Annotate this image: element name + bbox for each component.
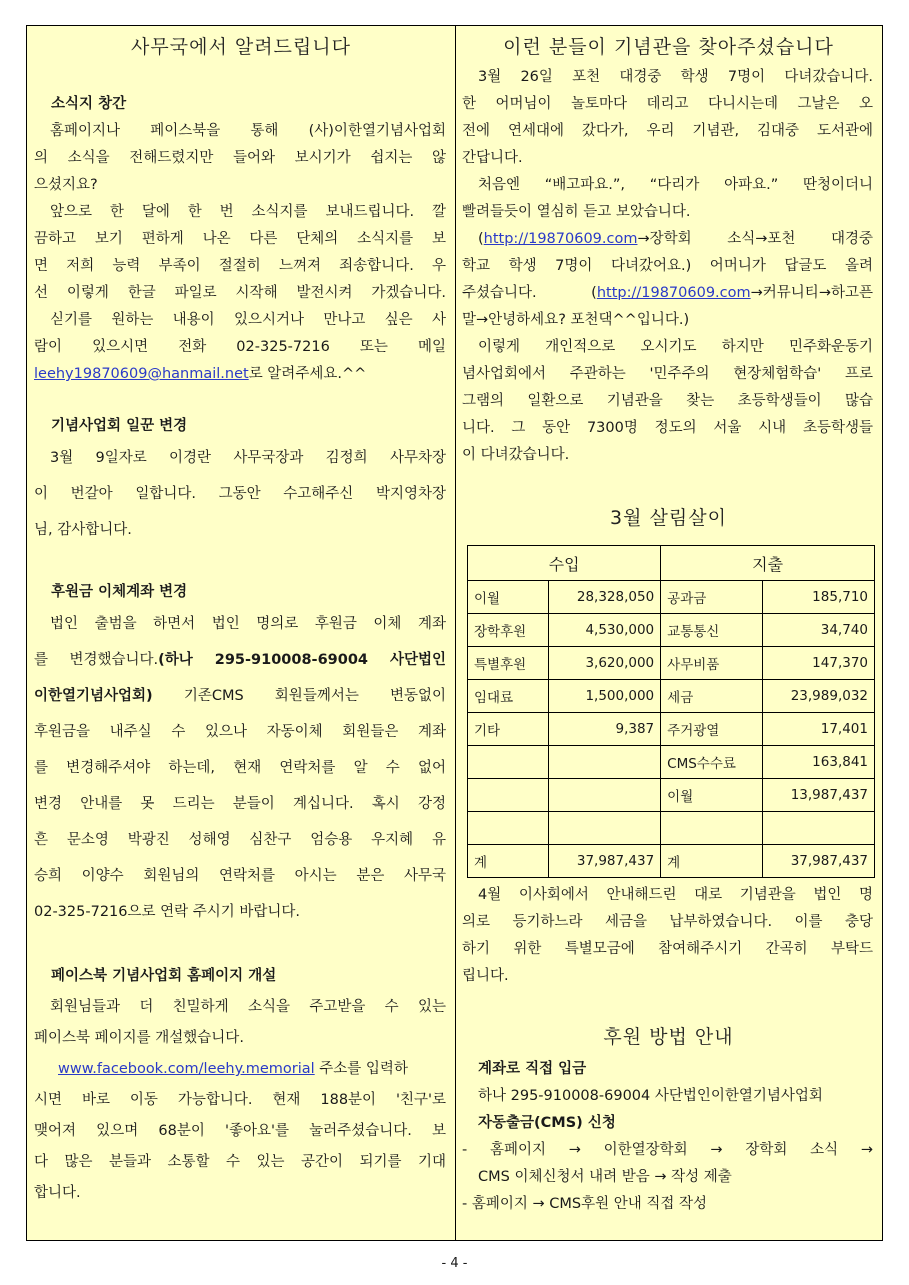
body-line xyxy=(462,280,873,307)
income-label xyxy=(468,746,549,779)
expense-label: 이월 xyxy=(661,779,763,812)
body-line: 하기 위한 특별모금에 참여해주시기 간곡히 부탁드 xyxy=(462,941,873,957)
expense-value: 23,989,032 xyxy=(762,680,874,713)
body-line: 변경 안내를 못 드리는 분들이 계십니다. 혹시 강정 xyxy=(34,796,446,812)
body-line: 흔 문소영 박광진 성해영 심찬구 엄승용 우지혜 유 xyxy=(34,832,446,848)
budget-row xyxy=(468,746,875,779)
budget-row xyxy=(468,845,875,878)
expense-label: CMS수수료 xyxy=(661,746,763,779)
body-line: 4월 이사회에서 안내해드린 대로 기념관을 법인 명 xyxy=(478,887,873,903)
body-line: 립니다. xyxy=(462,968,509,984)
body-line: 후원금을 내주실 수 있으나 자동이체 회원들은 계좌 xyxy=(34,724,446,740)
body-line: 홈페이지나 페이스북을 통해 (사)이한열기념사업회 xyxy=(50,123,446,139)
budget-row xyxy=(468,812,875,845)
income-label: 계 xyxy=(468,845,549,878)
income-label xyxy=(468,779,549,812)
support-title: 후원 방법 안내 xyxy=(603,1026,734,1048)
body-line: 념사업회에서 주관하는 '민주주의 현장체험학습' 프로 xyxy=(462,366,873,382)
account-change-heading: 후원금 이체계좌 변경 xyxy=(51,584,188,600)
body-line: 면 저희 능력 부족이 절절히 느껴져 죄송합니다. 우 xyxy=(34,258,446,274)
income-value: 3,620,000 xyxy=(548,647,660,680)
support-body xyxy=(462,1056,873,1218)
staff-change-body xyxy=(34,440,446,548)
expense-label xyxy=(661,812,763,845)
expense-value: 37,987,437 xyxy=(762,845,874,878)
body-line: 말→안녕하세요? 포천댁^^입니다.) xyxy=(462,312,690,328)
expense-header: 지출 xyxy=(661,546,875,581)
facebook-link[interactable]: www.facebook.com/leehy.memorial xyxy=(58,1061,315,1077)
body-line: 앞으로 한 달에 한 번 소식지를 보내드립니다. 깔 xyxy=(50,204,446,220)
income-value: 1,500,000 xyxy=(548,680,660,713)
income-value xyxy=(548,746,660,779)
body-line: 의로 등기하느라 세금을 납부하였습니다. 이를 충당 xyxy=(462,914,873,930)
body-line: 3월 26일 포천 대경중 학생 7명이 다녀갔습니다. xyxy=(478,69,873,85)
account-line: 하나 295-910008-69004 사단법인이한열기념사업회 xyxy=(478,1088,823,1104)
body-line: 학교 학생 7명이 다녀갔어요.) 어머니가 답글도 올려 xyxy=(462,258,873,274)
right-column xyxy=(455,26,882,1240)
email-suffix: 로 알려주세요.^^ xyxy=(248,366,367,382)
body-line: 처음엔 “배고파요.”, “다리가 아파요.” 딴청이더니 xyxy=(478,177,873,193)
body-line: 니다. 그 동안 7300명 정도의 서울 시내 초등학생들 xyxy=(462,420,873,436)
budget-row xyxy=(468,581,875,614)
income-value xyxy=(548,779,660,812)
budget-row xyxy=(468,680,875,713)
expense-value: 13,987,437 xyxy=(762,779,874,812)
email-link[interactable]: leehy19870609@hanmail.net xyxy=(34,366,249,382)
income-label: 특별후원 xyxy=(468,647,549,680)
expense-label: 계 xyxy=(661,845,763,878)
expense-value: 147,370 xyxy=(762,647,874,680)
body-line: 끔하고 보기 편하게 나온 다른 단체의 소식지를 보 xyxy=(34,231,446,247)
body-line: 02-325-7216으로 연락 주시기 바랍니다. xyxy=(34,904,301,920)
income-value xyxy=(548,812,660,845)
page-number: - 4 - xyxy=(441,1256,468,1271)
body-text: 를 변경했습니다. xyxy=(34,652,159,668)
body-line xyxy=(34,1054,446,1085)
newsletter-page xyxy=(26,25,883,1241)
facebook-heading: 페이스북 기념사업회 홈페이지 개설 xyxy=(51,968,277,984)
expense-label: 사무비품 xyxy=(661,647,763,680)
budget-title: 3월 살림살이 xyxy=(610,507,727,529)
homepage-link[interactable]: http://19870609.com xyxy=(596,285,751,301)
body-line: 빨려들듯이 열심히 듣고 보았습니다. xyxy=(462,204,691,220)
cms-step-line: - 홈페이지 → CMS후원 안내 직접 작성 xyxy=(462,1196,707,1212)
bank-transfer-heading: 계좌로 직접 입금 xyxy=(478,1061,587,1077)
budget-rows xyxy=(468,581,875,878)
body-line: 으셨지요? xyxy=(34,177,98,193)
body-text: 기존CMS 회원들께서는 변동없이 xyxy=(152,688,446,704)
income-header: 수입 xyxy=(468,546,661,581)
left-column xyxy=(27,26,456,1240)
income-value: 9,387 xyxy=(548,713,660,746)
expense-value: 17,401 xyxy=(762,713,874,746)
expense-value: 163,841 xyxy=(762,746,874,779)
body-text: 주셨습니다. ( xyxy=(462,285,597,301)
account-info-bold: (하나 295-910008-69004 사단법인 xyxy=(158,652,446,668)
budget-table xyxy=(467,545,875,878)
body-line xyxy=(34,642,446,678)
visitors-title: 이런 분들이 기념관을 찾아주셨습니다 xyxy=(503,36,834,58)
body-line xyxy=(462,226,873,253)
expense-value xyxy=(762,812,874,845)
body-line: 간답니다. xyxy=(462,150,523,166)
body-line: 한 어머님이 놀토마다 데리고 다니시는데 그날은 오 xyxy=(462,96,873,112)
body-line: 합니다. xyxy=(34,1185,81,1201)
budget-row xyxy=(468,647,875,680)
income-value: 37,987,437 xyxy=(548,845,660,878)
budget-row xyxy=(468,614,875,647)
body-line: 승희 이양수 회원님의 연락처를 아시는 분은 사무국 xyxy=(34,868,446,884)
income-label xyxy=(468,812,549,845)
expense-value: 34,740 xyxy=(762,614,874,647)
body-text: ( xyxy=(478,231,484,247)
cms-step-line: - 홈페이지 → 이한열장학회 → 장학회 소식 → xyxy=(462,1142,873,1158)
body-line: 회원님들과 더 친밀하게 소식을 주고받을 수 있는 xyxy=(50,999,446,1015)
body-text: →장학회 소식→포천 대경중 xyxy=(637,231,873,247)
body-line xyxy=(34,678,446,714)
expense-label: 주거광열 xyxy=(661,713,763,746)
budget-row xyxy=(468,713,875,746)
body-line: 시면 바로 이동 가능합니다. 현재 188분이 '친구'로 xyxy=(34,1092,446,1108)
income-label: 임대료 xyxy=(468,680,549,713)
body-line: 3월 9일자로 이경란 사무국장과 김정희 사무차장 xyxy=(50,450,446,466)
body-line: 싣기를 원하는 내용이 있으시거나 만나고 싶은 사 xyxy=(50,312,446,328)
body-text: →커뮤니티→하고픈 xyxy=(750,285,873,301)
newsletter-launch-heading: 소식지 창간 xyxy=(51,96,127,112)
staff-change-heading: 기념사업회 일꾼 변경 xyxy=(51,418,188,434)
expense-label: 교통통신 xyxy=(661,614,763,647)
income-value: 4,530,000 xyxy=(548,614,660,647)
body-line: 이렇게 개인적으로 오시기도 하지만 민주화운동기 xyxy=(478,339,873,355)
expense-label: 세금 xyxy=(661,680,763,713)
body-line: 맺어져 있으며 68분이 '좋아요'를 눌러주셨습니다. 보 xyxy=(34,1123,446,1139)
account-name-bold: 이한열기념사업회) xyxy=(34,688,153,704)
body-line: 그램의 일환으로 기념관을 찾는 초등학생들이 많습 xyxy=(462,393,873,409)
body-line: 법인 출범을 하면서 법인 명의로 후원금 이체 계좌 xyxy=(50,616,446,632)
facebook-suffix: 주소를 입력하 xyxy=(314,1061,408,1077)
body-line: 를 변경해주셔야 하는데, 현재 연락처를 알 수 없어 xyxy=(34,760,446,776)
expense-label: 공과금 xyxy=(661,581,763,614)
income-value: 28,328,050 xyxy=(548,581,660,614)
account-change-body xyxy=(34,606,446,930)
office-notice-title: 사무국에서 알려드립니다 xyxy=(131,36,351,58)
body-line: 님, 감사합니다. xyxy=(34,522,132,538)
cms-heading: 자동출금(CMS) 신청 xyxy=(478,1115,616,1131)
facebook-body xyxy=(34,992,446,1209)
income-label: 기타 xyxy=(468,713,549,746)
income-label: 이월 xyxy=(468,581,549,614)
body-line xyxy=(34,361,446,388)
body-line: 선 이렇게 한글 파일로 시작해 발전시켜 가겠습니다. xyxy=(34,285,446,301)
body-line: 의 소식을 전해드렸지만 들어와 보시기가 쉽지는 않 xyxy=(34,150,446,166)
budget-row xyxy=(468,779,875,812)
budget-note xyxy=(462,882,873,990)
body-line: 람이 있으시면 전화 02-325-7216 또는 메일 xyxy=(34,339,446,355)
income-label: 장학후원 xyxy=(468,614,549,647)
expense-value: 185,710 xyxy=(762,581,874,614)
newsletter-launch-body xyxy=(34,118,446,388)
body-line: 다 많은 분들과 소통할 수 있는 공간이 되기를 기대 xyxy=(34,1154,446,1170)
body-line: 페이스북 페이지를 개설했습니다. xyxy=(34,1030,244,1046)
body-line: 전에 연세대에 갔다가, 우리 기념관, 김대중 도서관에 xyxy=(462,123,873,139)
body-line: 이 다녀갔습니다. xyxy=(462,447,570,463)
visitors-body xyxy=(462,64,873,469)
cms-step-line: CMS 이체신청서 내려 받음 → 작성 제출 xyxy=(478,1169,732,1185)
homepage-link[interactable]: http://19870609.com xyxy=(483,231,638,247)
body-line: 이 번갈아 일합니다. 그동안 수고해주신 박지영차장 xyxy=(34,486,446,502)
